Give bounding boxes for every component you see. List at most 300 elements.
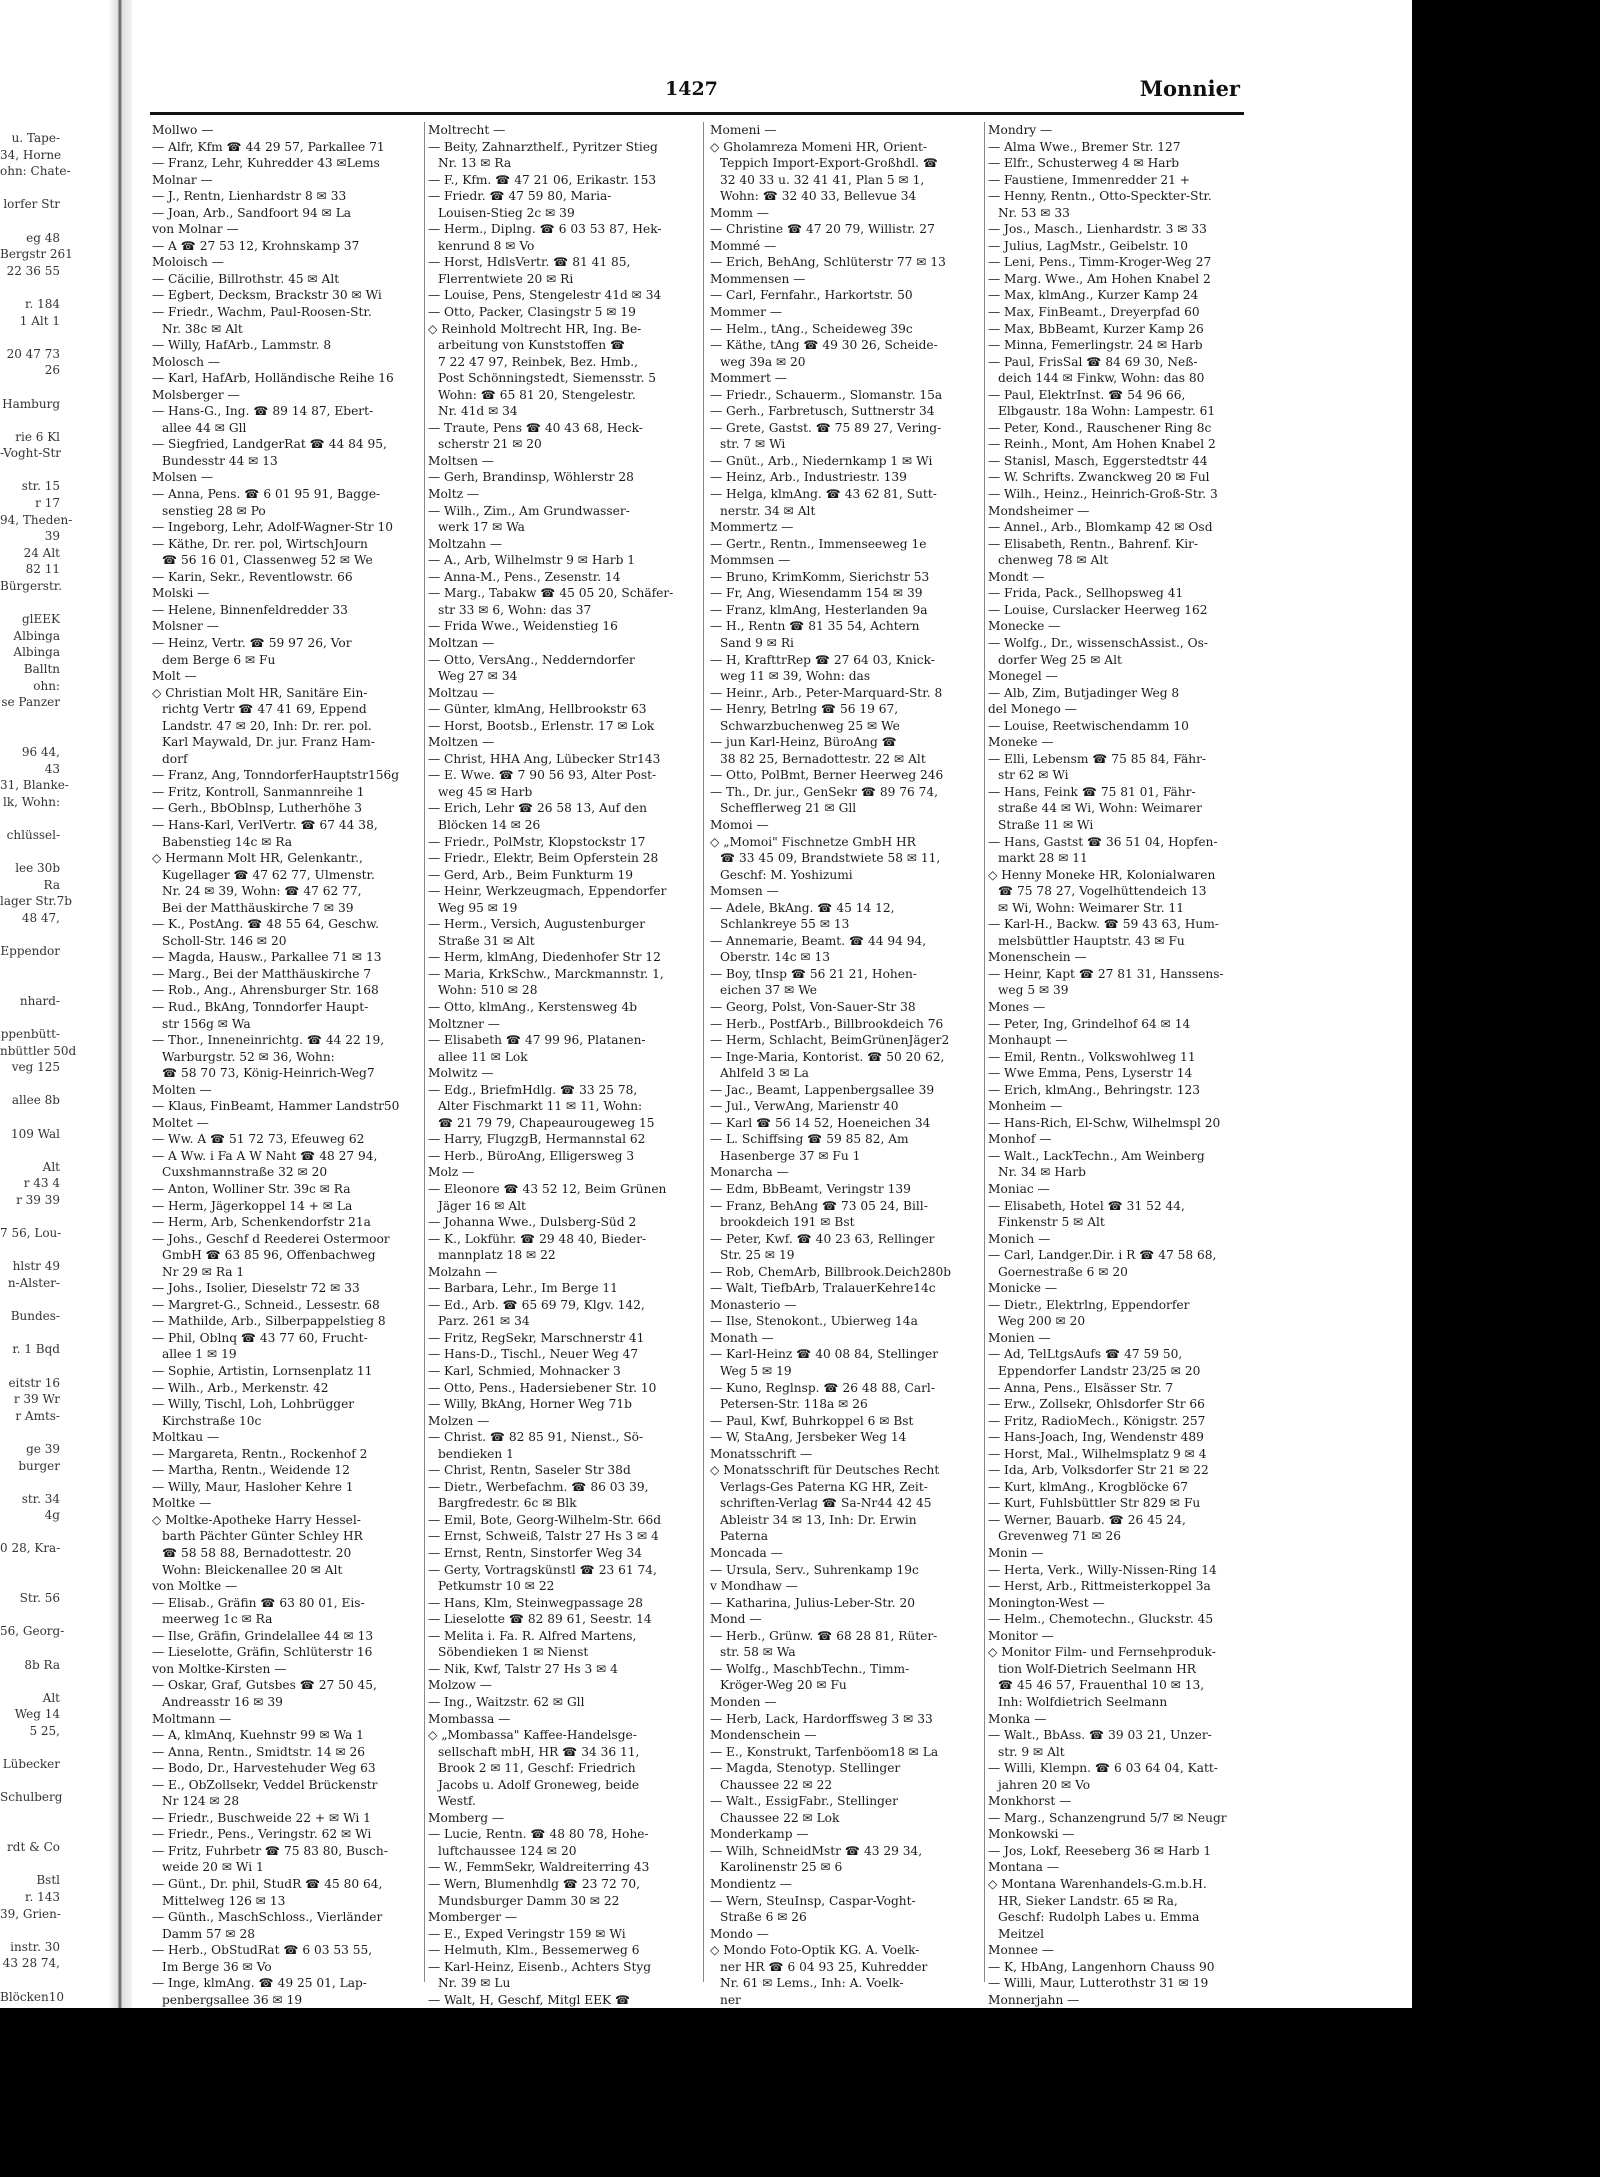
directory-entry: — Herm., Diplng. ☎ 6 03 53 87, Hek- (428, 222, 662, 237)
directory-entry: — Max, FinBeamt., Dreyerpfad 60 (988, 305, 1200, 320)
surname-heading: Monhaupt — (988, 1033, 1068, 1048)
directory-entry: Nr. 39 ✉ Lu (438, 1976, 511, 1991)
directory-entry: — Helm., tAng., Scheideweg 39c (710, 321, 913, 336)
margin-fragment: 94, Theden- (0, 512, 73, 527)
directory-entry: luftchaussee 124 ✉ 20 (438, 1843, 577, 1858)
margin-fragment (0, 1640, 60, 1657)
surname-heading: Monath — (710, 1330, 774, 1345)
surname-heading: Mones — (988, 999, 1046, 1014)
directory-entry: — Elisabeth ☎ 47 99 96, Platanen- (428, 1033, 646, 1048)
directory-entry: — Jos., Masch., Lienhardstr. 3 ✉ 33 (988, 222, 1207, 237)
directory-entry: Nr 29 ✉ Ra 1 (162, 1264, 245, 1279)
directory-entry: allee 1 ✉ 19 (162, 1347, 237, 1362)
directory-entry: Finkenstr 5 ✉ Alt (998, 1215, 1105, 1230)
surname-heading: Moniac — (988, 1182, 1050, 1196)
directory-entry: — Johanna Wwe., Dulsberg-Süd 2 (428, 1215, 637, 1230)
surname-heading: von Moltke — (152, 1579, 238, 1594)
directory-entry: — Harry, FlugzgB, Hermannstal 62 (428, 1132, 646, 1147)
directory-column-2 (428, 122, 692, 2007)
directory-entry: Chaussee 22 ✉ Lok (720, 1810, 840, 1825)
margin-fragment: nbüttler 50d (0, 1043, 77, 1058)
directory-entry: — Herm, Arb, Schenkendorfstr 21a (152, 1215, 371, 1230)
surname-heading: Monderkamp — (710, 1827, 809, 1842)
directory-entry: — Adele, BkAng. ☎ 45 14 12, (710, 900, 895, 915)
directory-entry: — Sophie, Artistin, Lornsenplatz 11 (152, 1364, 373, 1379)
directory-entry: — Elisab., Gräfin ☎ 63 80 01, Eis- (152, 1595, 365, 1610)
margin-fragment: nhard- (19, 993, 60, 1008)
margin-fragment (0, 1424, 60, 1441)
directory-entry: — Maria, KrkSchw., Marckmannstr. 1, (428, 966, 664, 981)
directory-entry: Wohn: 510 ✉ 28 (438, 983, 538, 998)
header-rule (150, 112, 1244, 115)
surname-heading: Monden — (710, 1694, 777, 1709)
directory-entry: Nr. 41d ✉ 34 (438, 404, 518, 419)
directory-entry: Nr. 24 ✉ 39, Wohn: ☎ 47 62 77, (162, 884, 362, 899)
surname-heading: Momoi — (710, 817, 769, 832)
directory-entry: — Rob., Ang., Ahrensburger Str. 168 (152, 983, 379, 998)
directory-entry: tion Wolf-Dietrich Seelmann HR (998, 1661, 1196, 1676)
surname-heading: Moltkau — (152, 1430, 220, 1445)
directory-entry: — Stanisl, Masch, Eggerstedtstr 44 (988, 453, 1208, 468)
directory-entry: dem Berge 6 ✉ Fu (162, 652, 276, 667)
directory-entry: — Lieselotte ☎ 82 89 61, Seestr. 14 (428, 1612, 652, 1627)
directory-entry: str. 9 ✉ Alt (998, 1744, 1065, 1759)
margin-fragment (0, 180, 60, 197)
margin-fragment: eg 48 (26, 230, 60, 245)
directory-entry: — Ingeborg, Lehr, Adolf-Wagner-Str 10 (152, 520, 394, 535)
running-head: Monnier (1139, 76, 1240, 101)
directory-entry: — Grete, Gastst. ☎ 75 89 27, Vering- (710, 420, 942, 435)
directory-entry: — jun Karl-Heinz, BüroAng ☎ (710, 735, 897, 750)
directory-entry: — Gertr., Rentn., Immenseeweg 1e (710, 536, 927, 551)
directory-entry: Sand 9 ✉ Ri (720, 635, 794, 650)
directory-entry: — Paul, ElektrInst. ☎ 54 96 66, (988, 387, 1186, 402)
directory-entry: — Ed., Arb. ☎ 65 69 79, Klgv. 142, (428, 1297, 645, 1312)
directory-entry: Kugellager ☎ 47 62 77, Ulmenstr. (162, 867, 375, 882)
directory-entry: penbergsallee 36 ✉ 19 (162, 1992, 303, 2007)
directory-entry: str. 58 ✉ Wa (720, 1645, 796, 1660)
directory-entry: — Hans, Feink ☎ 75 81 01, Fähr- (988, 784, 1196, 799)
directory-entry: ◇ Henny Moneke HR, Kolonialwaren (988, 867, 1216, 882)
directory-entry: — Fritz, Fuhrbetr ☎ 75 83 80, Busch- (152, 1843, 388, 1858)
surname-heading: Mondry — (988, 123, 1053, 137)
surname-heading: Monin — (988, 1546, 1044, 1561)
margin-fragment: 31, Blanke- (0, 778, 69, 793)
directory-entry: — Jul., VerwAng, Marienstr 40 (710, 1099, 899, 1114)
directory-entry: HR, Sieker Landstr. 65 ✉ Ra, (998, 1893, 1178, 1908)
directory-entry: — Christ, Rentn, Saseler Str 38d (428, 1463, 631, 1478)
directory-entry: — Max, klmAng., Kurzer Kamp 24 (988, 288, 1199, 303)
directory-entry: — Boy, tInsp ☎ 56 21 21, Hohen- (710, 966, 917, 981)
directory-column-1 (152, 122, 422, 2007)
directory-entry: Jacobs u. Adolf Groneweg, beide (438, 1777, 640, 1792)
margin-fragment (0, 960, 60, 977)
directory-entry: 38 82 25, Bernadottestr. 22 ✉ Alt (720, 751, 926, 766)
directory-entry: — Emil, Bote, Georg-Wilhelm-Str. 66d (428, 1512, 662, 1527)
scan-border-right (1412, 0, 1600, 2177)
directory-entry: — Gnüt., Arb., Niedernkamp 1 ✉ Wi (710, 453, 933, 468)
directory-entry: — Friedr., Elektr, Beim Opferstein 28 (428, 851, 659, 866)
directory-entry: — Peter, Kond., Rauschener Ring 8c (988, 420, 1212, 435)
surname-heading: Molosch — (152, 354, 221, 369)
directory-entry: — Margret-G., Schneid., Lessestr. 68 (152, 1297, 380, 1312)
directory-entry: Westf. (438, 1794, 476, 1809)
directory-entry: — Anna, Pens., Elsässer Str. 7 (988, 1380, 1174, 1395)
surname-heading: Moloisch — (152, 255, 224, 270)
directory-entry: Ableistr 34 ✉ 13, Inh: Dr. Erwin (720, 1512, 917, 1527)
margin-fragment: 109 Wal (10, 1126, 60, 1141)
surname-heading: Mommert — (710, 371, 787, 386)
directory-entry: ◇ Hermann Molt HR, Gelenkantr., (152, 851, 363, 866)
margin-fragment (0, 1740, 60, 1757)
margin-fragment: Alt (42, 1159, 60, 1174)
directory-entry: — Paul, Kwf, Buhrkoppel 6 ✉ Bst (710, 1413, 914, 1428)
directory-entry: — Ilse, Stenokont., Ubierweg 14a (710, 1314, 918, 1329)
directory-entry: — Herb., BüroAng, Elligersweg 3 (428, 1148, 635, 1163)
margin-fragment (0, 1607, 60, 1624)
directory-entry: — F., Kfm. ☎ 47 21 06, Erikastr. 153 (428, 172, 657, 187)
margin-fragment: Ra (43, 877, 60, 892)
directory-entry: — Friedr., Wachm, Paul-Roosen-Str. (152, 305, 372, 320)
directory-entry: — Edm, BbBeamt, Veringstr 139 (710, 1182, 911, 1196)
directory-entry: — Bodo, Dr., Harvestehuder Weg 63 (152, 1761, 376, 1776)
directory-entry: Weg 200 ✉ 20 (998, 1314, 1086, 1329)
directory-entry: — Walt, H, Geschf, Mitgl EEK ☎ (428, 1992, 631, 2007)
directory-entry: — Fritz, Kontroll, Sanmannreihe 1 (152, 784, 365, 799)
margin-fragment: 39 (44, 529, 60, 544)
margin-fragment: Bstl (36, 1873, 60, 1888)
directory-entry: markt 28 ✉ 11 (998, 851, 1088, 866)
margin-fragment: se Panzer (1, 695, 60, 710)
directory-entry: ner HR ☎ 6 04 93 25, Kuhredder (720, 1959, 928, 1974)
surname-heading: Monatsschrift — (710, 1446, 813, 1461)
directory-entry: Scholl-Str. 146 ✉ 20 (162, 933, 287, 948)
margin-fragment (0, 976, 60, 993)
directory-entry: — Melita i. Fa. R. Alfred Martens, (428, 1628, 637, 1643)
directory-entry: — Willy, HafArb., Lammstr. 8 (152, 338, 332, 353)
directory-entry: barth Pächter Günter Schley HR (162, 1529, 363, 1544)
directory-entry: — Phil, Oblnq ☎ 43 77 60, Frucht- (152, 1330, 368, 1345)
directory-entry: Mundsburger Damm 30 ✉ 22 (438, 1893, 620, 1908)
directory-entry: richtg Vertr ☎ 47 41 69, Eppend (162, 702, 367, 717)
directory-entry: — Louise, Pens, Stengelestr 41d ✉ 34 (428, 288, 662, 303)
directory-entry: — Ad, TelLtgsAufs ☎ 47 59 50, (988, 1347, 1183, 1362)
directory-entry: Wohn: ☎ 65 81 20, Stengelestr. (438, 387, 636, 402)
directory-entry: Wohn: Bleickenallee 20 ✉ Alt (162, 1562, 343, 1577)
directory-entry: — Anton, Wolliner Str. 39c ✉ Ra (152, 1182, 351, 1196)
directory-entry: Louisen-Stieg 2c ✉ 39 (438, 205, 575, 220)
directory-entry: deich 144 ✉ Finkw, Wohn: das 80 (998, 371, 1205, 386)
directory-entry: — Hans-Karl, VerlVertr. ☎ 67 44 38, (152, 817, 378, 832)
directory-entry: Nr. 53 ✉ 33 (998, 205, 1070, 220)
directory-entry: — Elisabeth, Rentn., Bahrenf. Kir- (988, 536, 1199, 551)
directory-entry: Nr. 38c ✉ Alt (162, 321, 243, 336)
directory-entry: — Martha, Rentn., Weidende 12 (152, 1463, 350, 1478)
directory-entry: Oberstr. 14c ✉ 13 (720, 950, 831, 965)
directory-entry: Petersen-Str. 118a ✉ 26 (720, 1397, 868, 1412)
directory-entry: — Cäcilie, Billrothstr. 45 ✉ Alt (152, 271, 340, 286)
directory-entry: — Gerh, Brandinsp, Wöhlerstr 28 (428, 470, 634, 485)
directory-entry: — Otto, klmAng., Kerstensweg 4b (428, 999, 638, 1014)
margin-fragment: 48 47, (21, 910, 60, 925)
directory-entry: chenweg 78 ✉ Alt (998, 553, 1109, 568)
directory-entry: — Willy, Maur, Hasloher Kehre 1 (152, 1479, 354, 1494)
directory-entry: — Peter, Kwf. ☎ 40 23 63, Rellinger (710, 1231, 935, 1246)
margin-fragment (0, 1574, 60, 1591)
surname-heading: Monecke — (988, 619, 1061, 634)
directory-entry: — Ursula, Serv., Suhrenkamp 19c (710, 1562, 919, 1577)
directory-entry: — Herta, Verk., Willy-Nissen-Ring 14 (988, 1562, 1217, 1577)
directory-entry: — Annel., Arb., Blomkamp 42 ✉ Osd (988, 520, 1213, 535)
directory-entry: Flerrentwiete 20 ✉ Ri (438, 271, 574, 286)
directory-entry: — H., Rentn ☎ 81 35 54, Achtern (710, 619, 920, 634)
directory-entry: — Paul, FrisSal ☎ 84 69 30, Neß- (988, 354, 1198, 369)
directory-entry: — A ☎ 27 53 12, Krohnskamp 37 (152, 238, 360, 253)
margin-fragment (0, 1325, 60, 1342)
directory-entry: Post Schönningstedt, Siemensstr. 5 (438, 371, 656, 386)
directory-entry: sellschaft mbH, HR ☎ 34 36 11, (438, 1744, 640, 1759)
surname-heading: Molsner — (152, 619, 219, 634)
directory-entry: — Fritz, RadioMech., Königstr. 257 (988, 1413, 1206, 1428)
directory-entry: — Margareta, Rentn., Rockenhof 2 (152, 1446, 368, 1461)
directory-entry: — Thor., Inneneinrichtg. ☎ 44 22 19, (152, 1033, 385, 1048)
directory-entry: — Rob, ChemArb, Billbrook.Deich280b (710, 1264, 952, 1279)
directory-entry: — Frida, Pack., Sellhopsweg 41 (988, 586, 1184, 601)
margin-fragment: Weg 14 (14, 1707, 60, 1722)
margin-fragment: r 39 39 (16, 1193, 60, 1207)
directory-entry: — Alma Wwe., Bremer Str. 127 (988, 139, 1181, 154)
surname-heading: Monicke — (988, 1281, 1058, 1296)
directory-entry: — Herb, Lack, Hardorffsweg 3 ✉ 33 (710, 1711, 933, 1726)
surname-heading: Mommer — (710, 305, 783, 320)
directory-entry: — Alb, Zim, Butjadinger Weg 8 (988, 685, 1180, 700)
directory-entry: — Gerh., BbOblnsp, Lutherhöhe 3 (152, 801, 363, 816)
margin-fragment: Schulberg (0, 1790, 63, 1805)
surname-heading: v Mondhaw — (710, 1579, 798, 1594)
directory-entry: — E., ObZollsekr, Veddel Brückenstr (152, 1777, 378, 1792)
directory-entry: ◇ „Mombassa" Kaffee-Handelsge- (428, 1728, 637, 1743)
directory-entry: Paterna (720, 1529, 768, 1544)
directory-entry: — Peter, Ing, Grindelhof 64 ✉ 14 (988, 1016, 1191, 1031)
margin-fragment: Alt (42, 1690, 60, 1705)
scan-border-bottom (0, 2008, 1600, 2177)
directory-entry: — W, StaAng, Jersbeker Weg 14 (710, 1430, 907, 1445)
directory-entry: ◇ Gholamreza Momeni HR, Orient- (710, 139, 928, 154)
directory-entry: — Nik, Kwf, Talstr 27 Hs 3 ✉ 4 (428, 1661, 618, 1676)
directory-entry: — Herst, Arb., Rittmeisterkoppel 3a (988, 1579, 1211, 1594)
margin-fragment: r Amts- (15, 1408, 60, 1423)
directory-entry: — Anna, Pens. ☎ 6 01 95 91, Bagge- (152, 487, 381, 502)
directory-entry: — Beity, Zahnarzthelf., Pyritzer Stieg (428, 139, 658, 154)
page-number: 1427 (665, 78, 718, 100)
directory-entry: Brook 2 ✉ 11, Geschf: Friedrich (438, 1761, 636, 1776)
directory-entry: eichen 37 ✉ We (720, 983, 817, 998)
directory-entry: — Wern, Blumenhdlg ☎ 23 72 70, (428, 1876, 640, 1891)
margin-fragment: Balltn (23, 662, 60, 676)
directory-entry: — Ing., Waitzstr. 62 ✉ Gll (428, 1694, 585, 1709)
directory-entry: — Christ. ☎ 82 85 91, Nienst., Sö- (428, 1430, 644, 1445)
directory-entry: — Magda, Stenotyp. Stellinger (710, 1761, 901, 1776)
surname-heading: Molsen — (152, 470, 214, 485)
surname-heading: Mommertz — (710, 520, 794, 535)
directory-entry: — Franz, BehAng ☎ 73 05 24, Bill- (710, 1198, 928, 1213)
directory-entry: Söbendieken 1 ✉ Nienst (438, 1645, 589, 1660)
directory-entry: — Oskar, Graf, Gutsbes ☎ 27 50 45, (152, 1678, 377, 1693)
directory-entry: ☎ 56 16 01, Classenweg 52 ✉ We (162, 553, 373, 568)
directory-entry: Landstr. 47 ✉ 20, Inh: Dr. rer. pol. (162, 718, 372, 733)
directory-entry: — Eleonore ☎ 43 52 12, Beim Grünen (428, 1182, 667, 1196)
surname-heading: Monegel — (988, 669, 1058, 684)
directory-entry: — Herm, Jägerkoppel 14 + ✉ La (152, 1198, 353, 1213)
directory-entry: — Anna, Rentn., Smidtstr. 14 ✉ 26 (152, 1744, 366, 1759)
margin-fragment (0, 1773, 60, 1790)
directory-entry: — Franz, Lehr, Kuhredder 43 ✉Lems (152, 156, 380, 171)
directory-column-3 (710, 122, 984, 2007)
directory-entry: — Karl, Schmied, Mohnacker 3 (428, 1364, 621, 1379)
directory-entry: — Friedr., PolMstr, Klopstockstr 17 (428, 834, 646, 849)
directory-entry: — A Ww. i Fa A W Naht ☎ 48 27 94, (152, 1148, 378, 1163)
directory-entry: — Elisabeth, Hotel ☎ 31 52 44, (988, 1198, 1185, 1213)
directory-entry: — Henry, Betrlng ☎ 56 19 67, (710, 702, 899, 717)
surname-heading: Mond — (710, 1612, 762, 1627)
surname-heading: Monich — (988, 1231, 1051, 1246)
directory-entry: — Friedr., Schauerm., Slomanstr. 15a (710, 387, 943, 402)
directory-entry: — Ida, Arb, Volksdorfer Str 21 ✉ 22 (988, 1463, 1209, 1478)
margin-fragment: 4g (44, 1508, 60, 1523)
directory-entry: ☎ 75 78 27, Vogelhüttendeich 13 (998, 884, 1207, 899)
directory-entry: — Elfr., Schusterweg 4 ✉ Harb (988, 156, 1180, 171)
column-rule (424, 122, 425, 1982)
directory-entry: — Georg, Polst, Von-Sauer-Str 38 (710, 999, 916, 1014)
directory-entry: Andreasstr 16 ✉ 39 (162, 1694, 283, 1709)
surname-heading: Molten — (152, 1082, 212, 1097)
surname-heading: Monnerjahn — (988, 1992, 1080, 2007)
directory-entry: Chaussee 22 ✉ 22 (720, 1777, 833, 1792)
directory-entry: — Wolfg., MaschbTechn., Timm- (710, 1661, 910, 1676)
margin-fragment: 39, Grien- (0, 1906, 61, 1921)
directory-entry: GmbH ☎ 63 85 96, Offenbachweg (162, 1248, 376, 1263)
directory-entry: — Hans-Rich, El-Schw, Wilhelmspl 20 (988, 1115, 1221, 1130)
margin-fragment (0, 1292, 60, 1309)
margin-fragment: Eppendor (0, 944, 60, 959)
directory-entry: — Günt., Dr. phil, StudR ☎ 45 80 64, (152, 1876, 383, 1891)
previous-page-edge (0, 130, 77, 2004)
directory-entry: — Th., Dr. jur., GenSekr ☎ 89 76 74, (710, 784, 939, 799)
directory-entry: — Marg., Tabakw ☎ 45 05 20, Schäfer- (428, 586, 674, 601)
directory-entry: — Heinz, Vertr. ☎ 59 97 26, Vor (152, 635, 352, 650)
directory-entry: — Kurt, Fuhlsbüttler Str 829 ✉ Fu (988, 1496, 1201, 1511)
directory-entry: — Gerty, Vortragskünstl ☎ 23 61 74, (428, 1562, 657, 1577)
directory-entry: Warburgstr. 52 ✉ 36, Wohn: (162, 1049, 335, 1064)
surname-heading: Moltzen — (428, 735, 495, 750)
margin-fragment: -Voght-Str (0, 446, 62, 461)
margin-fragment: 7 56, Lou- (0, 1226, 62, 1241)
margin-fragment: ohn: Chate- (0, 164, 71, 179)
directory-entry: nerstr. 34 ✉ Alt (720, 503, 816, 518)
surname-heading: Momm — (710, 205, 769, 220)
margin-fragment: 43 28 74, (2, 1956, 60, 1971)
surname-heading: Moltzau — (428, 685, 495, 700)
margin-fragment (0, 1922, 60, 1939)
directory-entry: — Willy, BkAng, Horner Weg 71b (428, 1397, 632, 1412)
directory-entry: — Traute, Pens ☎ 40 43 68, Heck- (428, 420, 643, 435)
directory-entry: — Werner, Bauarb. ☎ 26 45 24, (988, 1512, 1186, 1527)
margin-fragment: Lübecker (2, 1757, 60, 1772)
directory-entry: Nr. 34 ✉ Harb (998, 1165, 1086, 1180)
surname-heading: Mondo — (710, 1926, 769, 1941)
directory-entry: — W. Schrifts. Zwanckweg 20 ✉ Ful (988, 470, 1210, 485)
margin-fragment (0, 1142, 60, 1159)
directory-entry: — Günth., MaschSchloss., Vierländer (152, 1910, 383, 1925)
directory-entry: ✉ Wi, Wohn: Weimarer Str. 11 (998, 900, 1184, 915)
directory-entry: allee 44 ✉ Gll (162, 420, 247, 435)
directory-entry: — Carl, Landger.Dir. i R ☎ 47 58 68, (988, 1248, 1217, 1263)
directory-entry: Teppich Import-Export-Großhdl. ☎ (720, 156, 939, 171)
directory-entry: werk 17 ✉ Wa (438, 520, 525, 535)
directory-entry: — W., FemmSekr, Waldreiterring 43 (428, 1860, 650, 1875)
directory-entry: — Gerh., Farbretusch, Suttnerstr 34 (710, 404, 935, 419)
directory-entry: — Fr, Ang, Wiesendamm 154 ✉ 39 (710, 586, 923, 601)
margin-fragment: instr. 30 (10, 1939, 60, 1954)
directory-entry: Bundesstr 44 ✉ 13 (162, 453, 278, 468)
directory-entry: Im Berge 36 ✉ Vo (162, 1959, 272, 1974)
directory-entry: — Friedr., Buschweide 22 + ✉ Wi 1 (152, 1810, 371, 1825)
surname-heading: Monenschein — (988, 950, 1087, 965)
directory-entry: — Otto, Pens., Hadersiebener Str. 10 (428, 1380, 657, 1395)
surname-heading: Moneke — (988, 735, 1054, 750)
directory-entry: Weg 95 ✉ 19 (438, 900, 518, 915)
surname-heading: Molsberger — (152, 387, 240, 402)
directory-entry: — Siegfried, LandgerRat ☎ 44 84 95, (152, 437, 387, 452)
directory-entry: ☎ 58 58 88, Bernadottestr. 20 (162, 1546, 352, 1561)
directory-entry: weide 20 ✉ Wi 1 (162, 1860, 264, 1875)
directory-entry: — Wolfg., Dr., wissenschAssist., Os- (988, 635, 1208, 650)
directory-entry: — Lieselotte, Gräfin, Schlüterstr 16 (152, 1645, 373, 1660)
directory-entry: — Karl-Heinz ☎ 40 08 84, Stellinger (710, 1347, 939, 1362)
directory-entry: Cuxshmannstraße 32 ✉ 20 (162, 1165, 328, 1180)
margin-fragment: Hamburg (2, 396, 60, 411)
directory-entry: straße 44 ✉ Wi, Wohn: Weimarer (998, 801, 1202, 816)
surname-heading: Moltrecht — (428, 123, 506, 137)
margin-fragment (0, 844, 60, 861)
directory-entry: — Magda, Hausw., Parkallee 71 ✉ 13 (152, 950, 382, 965)
margin-fragment: 22 36 55 (6, 263, 60, 278)
margin-fragment (0, 1209, 60, 1226)
page-header (140, 72, 1240, 108)
directory-entry: Elbgaustr. 18a Wohn: Lampestr. 61 (998, 404, 1216, 419)
directory-entry: — Friedr. ☎ 47 59 80, Maria- (428, 189, 612, 204)
surname-heading: von Molnar — (152, 222, 239, 237)
directory-entry: — Herm, Schlacht, BeimGrünenJäger2 (710, 1033, 950, 1048)
margin-fragment: 96 44, (21, 744, 60, 759)
surname-heading: Monitor — (988, 1628, 1054, 1643)
margin-fragment (0, 213, 60, 230)
directory-entry: dorf (162, 751, 188, 766)
surname-heading: Moltz — (428, 487, 480, 502)
directory-entry: — Heinr, Werkzeugmach, Eppendorfer (428, 884, 667, 899)
margin-fragment (0, 1358, 60, 1375)
directory-entry: — Emil, Rentn., Volkswohlweg 11 (988, 1049, 1196, 1064)
directory-entry: — Christine ☎ 47 20 79, Willistr. 27 (710, 222, 935, 237)
directory-entry: str. 7 ✉ Wi (720, 437, 786, 452)
directory-entry: — Louise, Curslacker Heerweg 162 (988, 602, 1208, 617)
directory-entry: — Hans-D., Tischl., Neuer Weg 47 (428, 1347, 639, 1362)
directory-entry: mannplatz 18 ✉ 22 (438, 1248, 556, 1263)
directory-entry: Karl Maywald, Dr. jur. Franz Ham- (162, 735, 375, 750)
margin-fragment: ohn: (33, 678, 60, 693)
directory-entry: — Karin, Sekr., Reventlowstr. 66 (152, 569, 353, 584)
directory-entry: — Kurt, klmAng., Krogblöcke 67 (988, 1479, 1189, 1494)
